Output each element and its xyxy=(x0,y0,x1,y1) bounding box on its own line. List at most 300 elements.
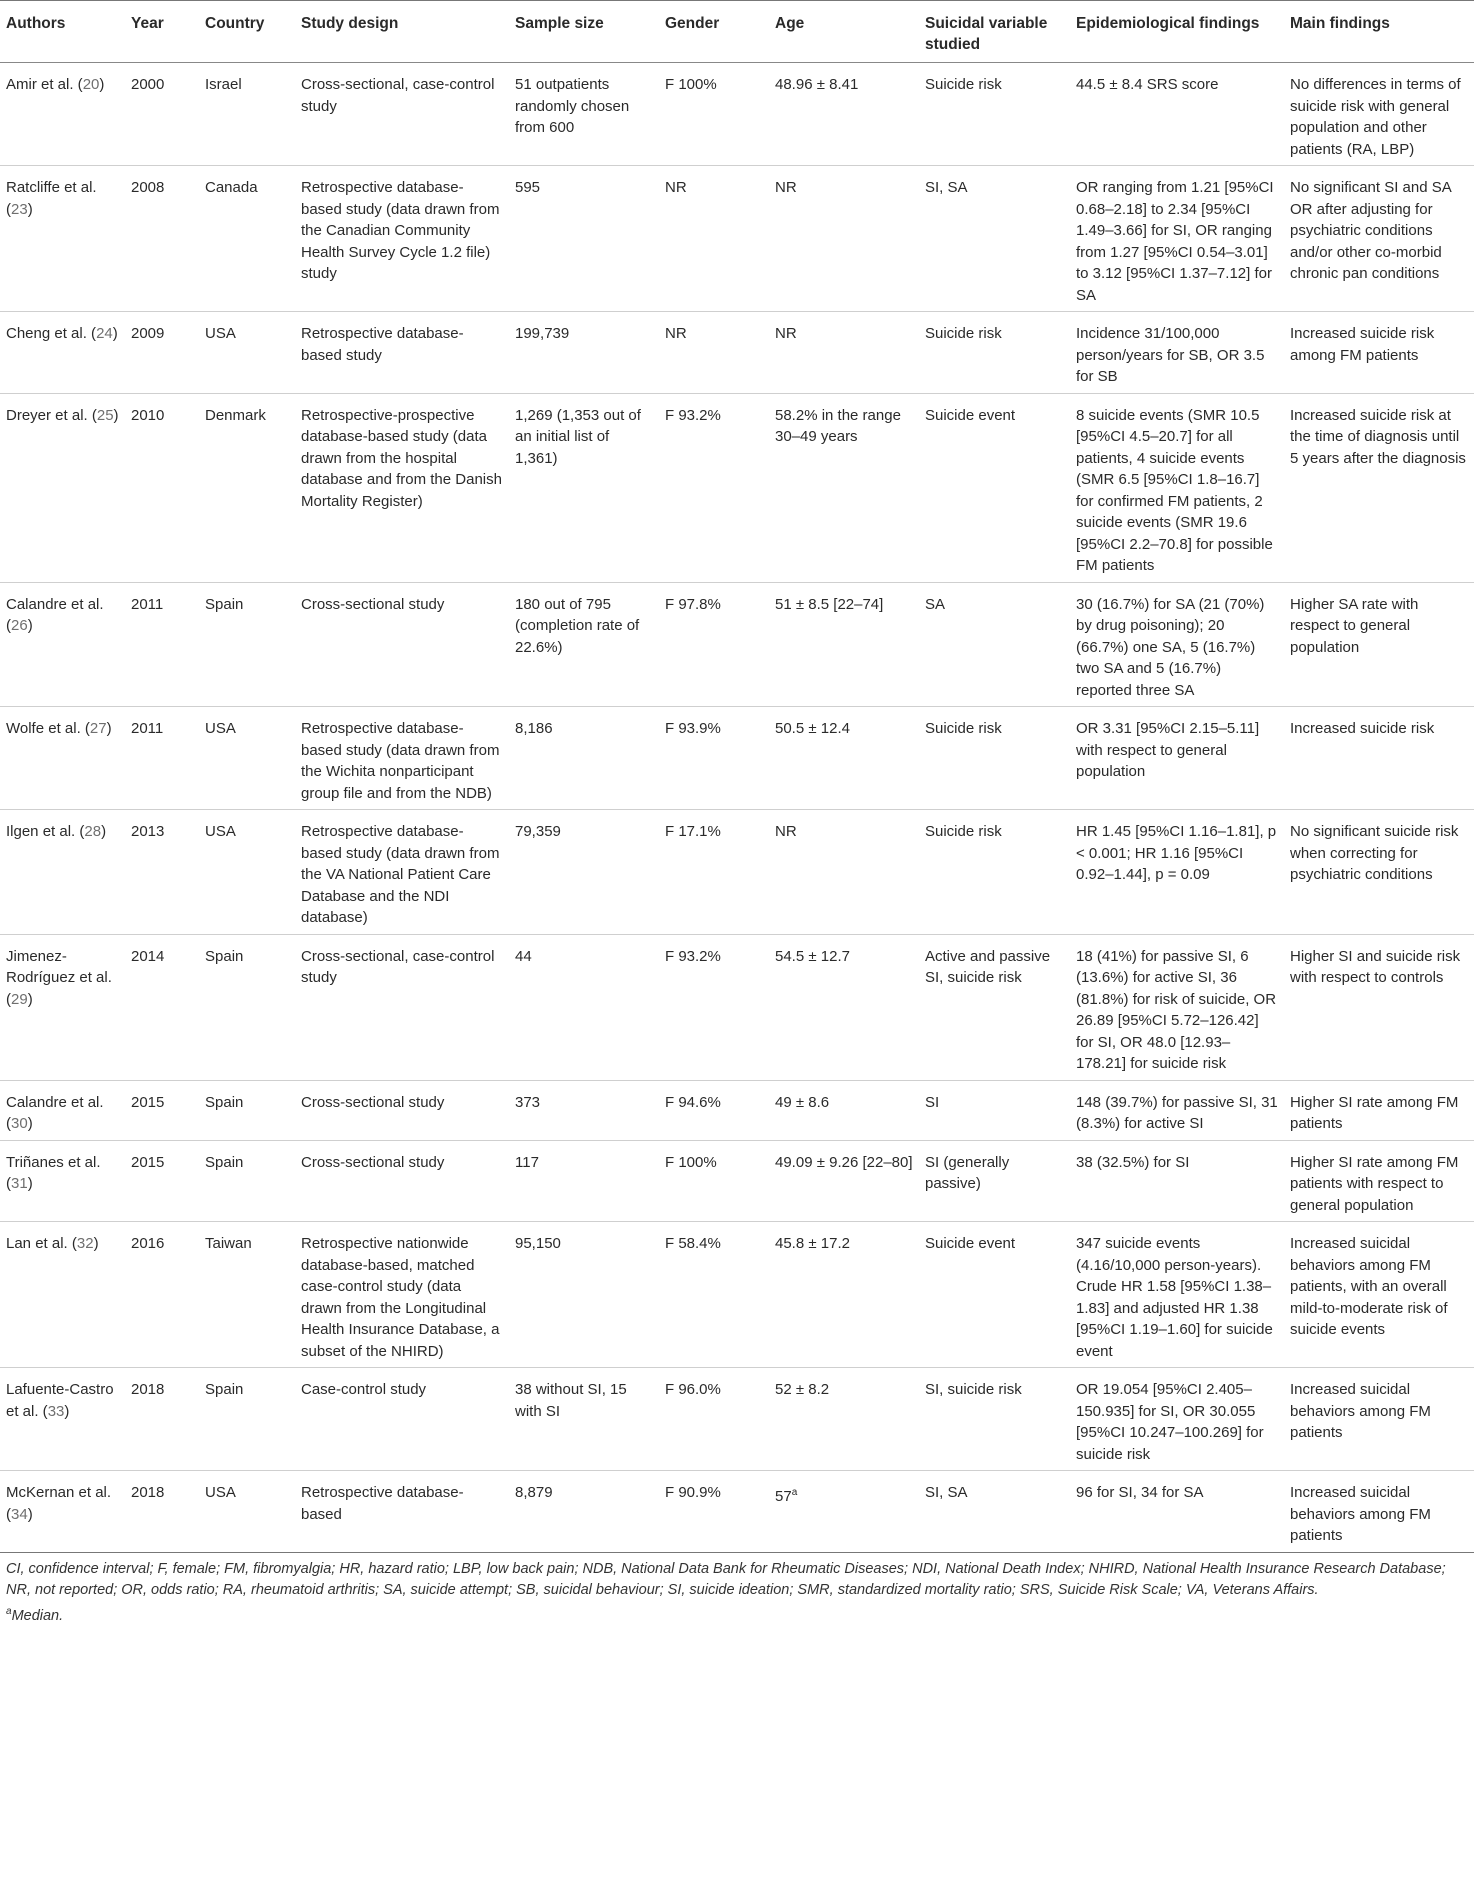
gender-cell-text: F 96.0% xyxy=(665,1381,721,1398)
reference-link[interactable]: 33 xyxy=(47,1402,65,1420)
year-cell xyxy=(125,312,199,394)
epidemiological-findings-cell-text: 347 suicide events (4.16/10,000 person-years). Crude HR 1.58 [95%CI 1.38–1.83] and adjusted HR 1.38 [95%CI 1.19–1.60] for suicide event xyxy=(1076,1235,1273,1360)
year-cell-text: 2013 xyxy=(131,823,165,840)
age-cell xyxy=(769,1222,919,1368)
study-design-cell-text: Retrospective-prospective database-based study (data drawn from the hospital database and from the Danish Mortality Register) xyxy=(301,406,502,510)
suicidal-variable-cell-text: Active and passive SI, suicide risk xyxy=(925,947,1051,986)
age-cell xyxy=(769,312,919,394)
author-close-paren: ) xyxy=(93,1235,99,1252)
main-findings-cell xyxy=(1284,1222,1474,1368)
authors-cell xyxy=(0,1080,125,1140)
main-findings-cell-text: Higher SI and suicide risk with respect to controls xyxy=(1290,947,1461,986)
country-cell-text: USA xyxy=(205,325,236,342)
main-findings-cell-text: Increased suicidal behaviors among FM patients xyxy=(1290,1381,1431,1441)
year-cell-text: 2018 xyxy=(131,1484,165,1501)
authors-cell xyxy=(0,707,125,810)
age-cell xyxy=(769,1471,919,1553)
table-row xyxy=(0,393,1474,582)
year-cell-text: 2009 xyxy=(131,325,165,342)
gender-cell-text: F 17.1% xyxy=(665,823,721,840)
study-design-cell xyxy=(295,1140,509,1222)
epidemiological-findings-cell xyxy=(1070,1222,1284,1368)
age-cell-text: NR xyxy=(775,325,797,342)
gender-cell-text: NR xyxy=(665,179,687,196)
country-cell-text: Denmark xyxy=(205,406,266,424)
median-note xyxy=(6,1601,1468,1627)
gender-cell xyxy=(659,393,769,582)
age-cell-text: NR xyxy=(775,179,797,196)
sample-size-cell xyxy=(509,393,659,582)
epidemiological-findings-cell-text: 38 (32.5%) for SI xyxy=(1076,1153,1190,1171)
table-row xyxy=(0,707,1474,810)
country-cell-text: Spain xyxy=(205,1153,244,1171)
authors-cell xyxy=(0,312,125,394)
reference-link[interactable]: 32 xyxy=(76,1235,94,1252)
study-design-cell xyxy=(295,63,509,166)
age-cell xyxy=(769,810,919,935)
gender-cell-text: F 100% xyxy=(665,76,717,93)
reference-link[interactable]: 29 xyxy=(11,990,28,1008)
country-cell-text: Canada xyxy=(205,179,258,196)
study-design-cell-text: Cross-sectional study xyxy=(301,1093,445,1111)
suicidal-variable-cell-text: SA xyxy=(925,595,946,613)
sample-size-cell-text: 51 outpatients randomly chosen from 600 xyxy=(515,76,630,136)
epidemiological-findings-cell-text: OR 19.054 [95%CI 2.405–150.935] for SI, OR 30.055 [95%CI 10.247–100.269] for suicide risk xyxy=(1076,1381,1264,1463)
suicidal-variable-cell xyxy=(919,1222,1070,1368)
authors-cell xyxy=(0,1368,125,1471)
suicidal-variable-cell-text: Suicide risk xyxy=(925,76,1002,93)
study-design-cell-text: Case-control study xyxy=(301,1381,427,1398)
author-name: Jimenez-Rodríguez et al. ( xyxy=(6,947,112,1008)
country-cell xyxy=(199,1140,295,1222)
main-findings-cell-text: Increased suicide risk xyxy=(1290,720,1435,737)
study-design-cell-text: Retrospective database-based study (data drawn from the Canadian Community Health Survey Cycle 1.2 file) study xyxy=(301,179,500,282)
sample-size-cell xyxy=(509,810,659,935)
gender-cell xyxy=(659,63,769,166)
author-close-paren: ) xyxy=(27,200,33,218)
author-close-paren: ) xyxy=(106,720,112,737)
epidemiological-findings-cell xyxy=(1070,63,1284,166)
year-cell-text: 2015 xyxy=(131,1153,165,1171)
col-header-year: Year xyxy=(125,1,199,63)
main-findings-cell xyxy=(1284,1080,1474,1140)
col-header-gender: Gender xyxy=(659,1,769,63)
reference-link[interactable]: 20 xyxy=(82,76,100,93)
study-design-cell xyxy=(295,1368,509,1471)
age-cell-text: 54.5 ± 12.7 xyxy=(775,947,850,965)
sample-size-cell-text: 595 xyxy=(515,179,541,196)
study-design-cell xyxy=(295,1222,509,1368)
gender-cell xyxy=(659,707,769,810)
table-row xyxy=(0,1471,1474,1553)
epidemiological-findings-cell xyxy=(1070,810,1284,935)
col-header-age: Age xyxy=(769,1,919,63)
table-footnote xyxy=(6,1559,1468,1627)
age-cell-text: 49.09 ± 9.26 [22–80] xyxy=(775,1153,913,1171)
study-design-cell-text: Cross-sectional, case-control study xyxy=(301,76,495,115)
authors-cell xyxy=(0,393,125,582)
reference-link[interactable]: 26 xyxy=(11,617,28,634)
study-design-cell-text: Cross-sectional, case-control study xyxy=(301,947,495,986)
gender-cell-text: NR xyxy=(665,325,687,342)
table-row xyxy=(0,1222,1474,1368)
gender-cell xyxy=(659,582,769,707)
sample-size-cell-text: 95,150 xyxy=(515,1235,561,1252)
main-findings-cell xyxy=(1284,707,1474,810)
year-cell xyxy=(125,1080,199,1140)
author-close-paren: ) xyxy=(27,617,33,634)
sample-size-cell xyxy=(509,1368,659,1471)
main-findings-cell xyxy=(1284,934,1474,1080)
author-name: Amir et al. ( xyxy=(6,76,83,93)
study-design-cell-text: Retrospective database-based study (data drawn from the Wichita nonparticipant group file and from the NDB) xyxy=(301,720,500,802)
year-cell xyxy=(125,393,199,582)
country-cell xyxy=(199,63,295,166)
sample-size-cell xyxy=(509,166,659,312)
year-cell-text: 2011 xyxy=(131,720,164,737)
main-findings-cell xyxy=(1284,63,1474,166)
suicidal-variable-cell xyxy=(919,810,1070,935)
author-close-paren: ) xyxy=(99,76,105,93)
country-cell-text: Spain xyxy=(205,1093,244,1111)
reference-link[interactable]: 24 xyxy=(96,325,113,342)
authors-cell xyxy=(0,810,125,935)
col-header-country: Country xyxy=(199,1,295,63)
suicidal-variable-cell-text: Suicide risk xyxy=(925,720,1002,737)
age-cell-text: 48.96 ± 8.41 xyxy=(775,76,859,93)
reference-link[interactable]: 25 xyxy=(96,406,114,424)
reference-link[interactable]: 30 xyxy=(11,1115,28,1132)
main-findings-cell xyxy=(1284,810,1474,935)
main-findings-cell xyxy=(1284,312,1474,394)
reference-link[interactable]: 27 xyxy=(89,720,107,737)
main-findings-cell xyxy=(1284,1140,1474,1222)
main-findings-cell xyxy=(1284,393,1474,582)
epidemiological-findings-cell xyxy=(1070,166,1284,312)
gender-cell xyxy=(659,1368,769,1471)
gender-cell xyxy=(659,1140,769,1222)
year-cell-text: 2018 xyxy=(131,1381,165,1398)
epidemiological-findings-cell-text: 44.5 ± 8.4 SRS score xyxy=(1076,76,1219,93)
age-cell xyxy=(769,1140,919,1222)
sample-size-cell xyxy=(509,934,659,1080)
authors-cell xyxy=(0,1140,125,1222)
header-row xyxy=(0,1,1474,63)
reference-link[interactable]: 31 xyxy=(11,1175,28,1192)
reference-link[interactable]: 34 xyxy=(11,1505,28,1523)
country-cell-text: USA xyxy=(205,1484,236,1501)
reference-link[interactable]: 28 xyxy=(84,823,102,840)
author-name: Lan et al. ( xyxy=(6,1235,77,1252)
country-cell xyxy=(199,312,295,394)
country-cell xyxy=(199,1080,295,1140)
gender-cell xyxy=(659,810,769,935)
main-findings-cell-text: No significant suicide risk when correcting for psychiatric conditions xyxy=(1290,823,1459,883)
author-name: McKernan et al. ( xyxy=(6,1484,112,1523)
table-row xyxy=(0,166,1474,312)
author-name: Triñanes et al. ( xyxy=(6,1153,101,1192)
country-cell-text: Spain xyxy=(205,947,244,965)
main-findings-cell xyxy=(1284,166,1474,312)
age-cell-text: 57 xyxy=(775,1488,792,1505)
col-header-main-findings: Main findings xyxy=(1284,1,1474,63)
gender-cell xyxy=(659,1471,769,1553)
main-findings-cell-text: Higher SA rate with respect to general population xyxy=(1290,595,1419,656)
study-design-cell xyxy=(295,582,509,707)
country-cell xyxy=(199,166,295,312)
gender-cell-text: F 90.9% xyxy=(665,1484,721,1501)
author-name: Ilgen et al. ( xyxy=(6,823,85,840)
main-findings-cell-text: Increased suicidal behaviors among FM patients xyxy=(1290,1484,1431,1544)
epidemiological-findings-cell xyxy=(1070,393,1284,582)
year-cell xyxy=(125,1222,199,1368)
country-cell xyxy=(199,1222,295,1368)
age-cell-text: 52 ± 8.2 xyxy=(775,1381,830,1398)
author-close-paren: ) xyxy=(113,406,119,424)
main-findings-cell xyxy=(1284,1368,1474,1471)
suicidal-variable-cell xyxy=(919,1140,1070,1222)
age-cell-text: NR xyxy=(775,823,797,840)
sample-size-cell-text: 373 xyxy=(515,1093,541,1111)
sample-size-cell-text: 44 xyxy=(515,947,532,965)
author-name: Calandre et al. ( xyxy=(6,595,104,634)
col-header-study-design: Study design xyxy=(295,1,509,63)
author-close-paren: ) xyxy=(27,1505,33,1523)
author-close-paren: ) xyxy=(27,1175,33,1192)
sample-size-cell-text: 8,879 xyxy=(515,1484,553,1501)
col-header-authors: Authors xyxy=(0,1,125,63)
country-cell xyxy=(199,1368,295,1471)
epidemiological-findings-cell xyxy=(1070,707,1284,810)
age-cell-text: 45.8 ± 17.2 xyxy=(775,1235,850,1252)
gender-cell xyxy=(659,312,769,394)
sample-size-cell xyxy=(509,1080,659,1140)
suicidal-variable-cell xyxy=(919,934,1070,1080)
epidemiological-findings-cell-text: OR ranging from 1.21 [95%CI 0.68–2.18] to 2.34 [95%CI 1.49–3.66] for SI, OR ranging from 1.27 [95%CI 0.54–3.01] to 3.12 [95%CI 1.37–7.12] for SA xyxy=(1076,179,1274,304)
table-row xyxy=(0,810,1474,935)
gender-cell-text: F 93.9% xyxy=(665,720,721,737)
author-name: Ratcliffe et al. ( xyxy=(6,179,97,218)
age-cell-text: 50.5 ± 12.4 xyxy=(775,720,850,737)
study-design-cell xyxy=(295,934,509,1080)
suicidal-variable-cell-text: Suicide event xyxy=(925,1235,1016,1252)
sample-size-cell xyxy=(509,1222,659,1368)
age-cell-text: 49 ± 8.6 xyxy=(775,1093,830,1111)
gender-cell-text: F 97.8% xyxy=(665,595,721,613)
author-close-paren: ) xyxy=(101,823,107,840)
main-findings-cell xyxy=(1284,582,1474,707)
age-cell xyxy=(769,582,919,707)
sample-size-cell-text: 8,186 xyxy=(515,720,553,737)
year-cell-text: 2008 xyxy=(131,179,165,196)
gender-cell-text: F 94.6% xyxy=(665,1093,721,1111)
year-cell-text: 2016 xyxy=(131,1235,165,1252)
country-cell xyxy=(199,582,295,707)
author-name: Lafuente-Castro et al. ( xyxy=(6,1381,114,1420)
authors-cell xyxy=(0,934,125,1080)
year-cell xyxy=(125,63,199,166)
col-header-suicidal-variable: Suicidal variable studied xyxy=(919,1,1070,63)
table-row xyxy=(0,934,1474,1080)
table-row xyxy=(0,1140,1474,1222)
study-design-cell-text: Cross-sectional study xyxy=(301,595,445,613)
year-cell xyxy=(125,166,199,312)
suicidal-variable-cell xyxy=(919,707,1070,810)
author-close-paren: ) xyxy=(27,1115,33,1132)
suicidal-variable-cell-text: Suicide event xyxy=(925,406,1016,424)
year-cell-text: 2011 xyxy=(131,595,164,613)
author-name: Wolfe et al. ( xyxy=(6,720,90,737)
suicidal-variable-cell xyxy=(919,393,1070,582)
sample-size-cell xyxy=(509,582,659,707)
study-design-cell xyxy=(295,312,509,394)
country-cell xyxy=(199,707,295,810)
gender-cell-text: F 58.4% xyxy=(665,1235,721,1252)
country-cell-text: Spain xyxy=(205,595,244,613)
study-design-cell-text: Retrospective database-based xyxy=(301,1484,464,1523)
author-name: Dreyer et al. ( xyxy=(6,406,97,424)
median-superscript: a xyxy=(791,1487,798,1498)
suicidal-variable-cell xyxy=(919,63,1070,166)
gender-cell-text: F 93.2% xyxy=(665,947,721,965)
sample-size-cell xyxy=(509,1140,659,1222)
table-row xyxy=(0,312,1474,394)
suicidal-variable-cell xyxy=(919,166,1070,312)
sample-size-cell-text: 79,359 xyxy=(515,823,561,840)
country-cell-text: USA xyxy=(205,720,236,737)
main-findings-cell-text: Increased suicide risk at the time of diagnosis until 5 years after the diagnosis xyxy=(1290,406,1466,467)
study-design-cell xyxy=(295,1471,509,1553)
study-design-cell xyxy=(295,810,509,935)
main-findings-cell-text: No differences in terms of suicide risk with general population and other patients (RA, LBP) xyxy=(1290,76,1461,158)
suicidal-variable-cell xyxy=(919,1080,1070,1140)
sample-size-cell-text: 117 xyxy=(515,1153,539,1171)
epidemiological-findings-cell-text: 8 suicide events (SMR 10.5 [95%CI 4.5–20.7] for all patients, 4 suicide events (SMR 6.5 [95%CI 1.8–16.7] for confirmed FM patients, 2 suicide events (SMR 19.6 [95%CI 2.2–70.8] for possible FM patients xyxy=(1076,406,1273,574)
suicidal-variable-cell xyxy=(919,1471,1070,1553)
median-note-text: Median. xyxy=(11,1607,64,1624)
main-findings-cell-text: Higher SI rate among FM patients xyxy=(1290,1093,1459,1132)
authors-cell xyxy=(0,63,125,166)
suicidal-variable-cell-text: Suicide risk xyxy=(925,325,1002,342)
gender-cell xyxy=(659,1080,769,1140)
year-cell xyxy=(125,1140,199,1222)
year-cell-text: 2014 xyxy=(131,947,165,965)
author-close-paren: ) xyxy=(27,990,33,1008)
epidemiological-findings-cell xyxy=(1070,1080,1284,1140)
age-cell xyxy=(769,934,919,1080)
abbreviations-note: CI, confidence interval; F, female; FM, fibromyalgia; HR, hazard ratio; LBP, low back pain; NDB, National Data Bank for Rheumatic Diseases; NDI, National Death Index; NHIRD, National Health Insurance Research Database; NR, not reported; OR, odds ratio; RA, rheumatoid arthritis; SA, suicide attempt; SB, suicidal behaviour; SI, suicide ideation; SMR, standardized mortality ratio; SRS, Suicide Risk Scale; VA, Veterans Affairs. xyxy=(6,1561,1446,1598)
age-cell-text: 51 ± 8.5 [22–74] xyxy=(775,595,884,613)
col-header-epidemiological-findings: Epidemiological findings xyxy=(1070,1,1284,63)
country-cell-text: USA xyxy=(205,823,236,840)
authors-cell xyxy=(0,166,125,312)
sample-size-cell xyxy=(509,707,659,810)
gender-cell xyxy=(659,1222,769,1368)
study-design-cell xyxy=(295,166,509,312)
table-row xyxy=(0,1080,1474,1140)
epidemiological-findings-cell-text: 96 for SI, 34 for SA xyxy=(1076,1484,1204,1501)
authors-cell xyxy=(0,1222,125,1368)
main-findings-cell-text: Increased suicidal behaviors among FM patients, with an overall mild-to-moderate risk of suicide events xyxy=(1290,1235,1448,1338)
study-design-cell xyxy=(295,393,509,582)
gender-cell-text: F 100% xyxy=(665,1153,717,1171)
epidemiological-findings-cell xyxy=(1070,1368,1284,1471)
sample-size-cell-text: 199,739 xyxy=(515,325,570,342)
suicidal-variable-cell-text: SI, SA xyxy=(925,179,968,196)
suicidal-variable-cell xyxy=(919,582,1070,707)
author-name: Cheng et al. ( xyxy=(6,325,97,342)
age-cell xyxy=(769,1080,919,1140)
epidemiological-findings-cell-text: 18 (41%) for passive SI, 6 (13.6%) for active SI, 36 (81.8%) for risk of suicide, OR 26.89 [95%CI 5.72–126.42] for SI, OR 48.0 [12.93–178.21] for suicide risk xyxy=(1076,947,1277,1072)
year-cell xyxy=(125,582,199,707)
epidemiological-findings-cell xyxy=(1070,1140,1284,1222)
country-cell xyxy=(199,393,295,582)
authors-cell xyxy=(0,1471,125,1553)
gender-cell-text: F 93.2% xyxy=(665,406,721,424)
epidemiological-findings-cell xyxy=(1070,312,1284,394)
suicidal-variable-cell xyxy=(919,1368,1070,1471)
gender-cell xyxy=(659,934,769,1080)
study-design-cell xyxy=(295,1080,509,1140)
main-findings-cell-text: No significant SI and SA OR after adjusting for psychiatric conditions and/or other co-morbid chronic pan conditions xyxy=(1290,179,1451,282)
year-cell xyxy=(125,934,199,1080)
sample-size-cell-text: 180 out of 795 (completion rate of 22.6%) xyxy=(515,595,640,656)
year-cell-text: 2010 xyxy=(131,406,165,424)
study-design-cell xyxy=(295,707,509,810)
study-design-cell-text: Cross-sectional study xyxy=(301,1153,445,1171)
epidemiological-findings-cell-text: 30 (16.7%) for SA (21 (70%) by drug poisoning); 20 (66.7%) one SA, 5 (16.7%) two SA and 5 (16.7%) reported three SA xyxy=(1076,595,1265,699)
epidemiological-findings-cell-text: HR 1.45 [95%CI 1.16–1.81], p < 0.001; HR 1.16 [95%CI 0.92–1.44], p = 0.09 xyxy=(1076,823,1277,883)
suicidal-variable-cell-text: SI, SA xyxy=(925,1484,968,1501)
epidemiological-findings-cell-text: OR 3.31 [95%CI 2.15–5.11] with respect to general population xyxy=(1076,720,1260,780)
sample-size-cell xyxy=(509,1471,659,1553)
age-cell xyxy=(769,393,919,582)
study-design-cell-text: Retrospective database-based study (data drawn from the VA National Patient Care Database and the NDI database) xyxy=(301,823,500,926)
year-cell-text: 2000 xyxy=(131,76,165,93)
epidemiological-findings-cell xyxy=(1070,934,1284,1080)
sample-size-cell xyxy=(509,312,659,394)
main-findings-cell xyxy=(1284,1471,1474,1553)
suicidal-variable-cell-text: SI, suicide risk xyxy=(925,1381,1022,1398)
col-header-sample-size: Sample size xyxy=(509,1,659,63)
authors-cell xyxy=(0,582,125,707)
suicidal-variable-cell xyxy=(919,312,1070,394)
year-cell xyxy=(125,1471,199,1553)
main-findings-cell-text: Higher SI rate among FM patients with respect to general population xyxy=(1290,1153,1459,1214)
country-cell-text: Taiwan xyxy=(205,1235,252,1252)
study-design-cell-text: Retrospective database-based study xyxy=(301,325,464,364)
table-row xyxy=(0,582,1474,707)
main-findings-cell-text: Increased suicide risk among FM patients xyxy=(1290,325,1435,364)
country-cell xyxy=(199,810,295,935)
sample-size-cell xyxy=(509,63,659,166)
epidemiological-findings-cell xyxy=(1070,1471,1284,1553)
country-cell-text: Israel xyxy=(205,76,242,93)
suicidal-variable-cell-text: SI xyxy=(925,1093,940,1111)
year-cell-text: 2015 xyxy=(131,1093,165,1111)
age-cell-text: 58.2% in the range 30–49 years xyxy=(775,406,901,445)
epidemiological-findings-cell xyxy=(1070,582,1284,707)
gender-cell xyxy=(659,166,769,312)
table-row xyxy=(0,63,1474,166)
study-design-cell-text: Retrospective nationwide database-based, matched case-control study (data drawn from the Longitudinal Health Insurance Database, a subset of the NHIRD) xyxy=(301,1235,500,1360)
year-cell xyxy=(125,707,199,810)
age-cell xyxy=(769,166,919,312)
reference-link[interactable]: 23 xyxy=(11,200,28,218)
year-cell xyxy=(125,1368,199,1471)
epidemiological-findings-cell-text: Incidence 31/100,000 person/years for SB, OR 3.5 for SB xyxy=(1076,325,1265,385)
country-cell xyxy=(199,934,295,1080)
